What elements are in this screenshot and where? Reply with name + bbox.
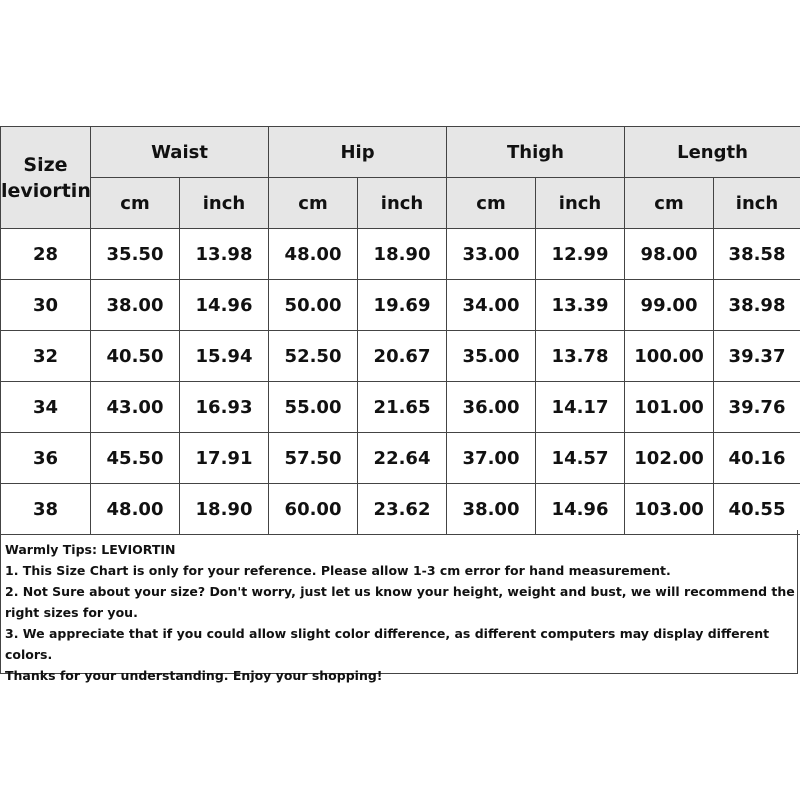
measurement-cell: 55.00 — [269, 382, 358, 433]
measurement-cell: 13.78 — [536, 331, 625, 382]
measurement-cell: 40.55 — [714, 484, 800, 535]
measurement-cell: 57.50 — [269, 433, 358, 484]
size-cell: 36 — [1, 433, 91, 484]
measurement-cell: 101.00 — [625, 382, 714, 433]
tips-title: Warmly Tips: LEVIORTIN — [5, 542, 176, 557]
unit-header: cm — [269, 178, 358, 229]
measurement-cell: 38.00 — [447, 484, 536, 535]
table-row — [1, 382, 800, 433]
unit-header: inch — [536, 178, 625, 229]
measurement-cell: 12.99 — [536, 229, 625, 280]
unit-header: cm — [625, 178, 714, 229]
measurement-cell: 33.00 — [447, 229, 536, 280]
measurement-cell: 99.00 — [625, 280, 714, 331]
measurement-cell: 21.65 — [358, 382, 447, 433]
measurement-cell: 22.64 — [358, 433, 447, 484]
measurement-cell: 13.39 — [536, 280, 625, 331]
unit-header: inch — [714, 178, 800, 229]
measurement-cell: 48.00 — [91, 484, 180, 535]
waist-header: Waist — [91, 127, 269, 178]
unit-header: inch — [358, 178, 447, 229]
measurement-cell: 38.00 — [91, 280, 180, 331]
measurement-cell: 36.00 — [447, 382, 536, 433]
measurement-cell: 17.91 — [180, 433, 269, 484]
size-cell: 38 — [1, 484, 91, 535]
measurement-cell: 35.50 — [91, 229, 180, 280]
group-header-row — [1, 127, 800, 178]
table-row — [1, 280, 800, 331]
measurement-cell: 102.00 — [625, 433, 714, 484]
measurement-cell: 40.50 — [91, 331, 180, 382]
measurement-cell: 98.00 — [625, 229, 714, 280]
size-chart-table — [0, 126, 800, 535]
measurement-cell: 23.62 — [358, 484, 447, 535]
table-body — [1, 229, 800, 535]
tips-panel — [0, 530, 798, 683]
hip-header: Hip — [269, 127, 447, 178]
measurement-cell: 100.00 — [625, 331, 714, 382]
measurement-cell: 52.50 — [269, 331, 358, 382]
measurement-cell: 39.37 — [714, 331, 800, 382]
table-row — [1, 331, 800, 382]
measurement-cell: 38.58 — [714, 229, 800, 280]
measurement-cell: 16.93 — [180, 382, 269, 433]
measurement-cell: 38.98 — [714, 280, 800, 331]
measurement-cell: 40.16 — [714, 433, 800, 484]
unit-header: cm — [447, 178, 536, 229]
measurement-cell: 45.50 — [91, 433, 180, 484]
size-header-line-2: leviortin — [1, 179, 91, 202]
measurement-cell: 14.96 — [536, 484, 625, 535]
size-header-line-1: Size — [23, 153, 68, 176]
tip-line: 1. This Size Chart is only for your reference. Please allow 1-3 cm error for hand measurement. — [5, 563, 671, 578]
measurement-cell: 48.00 — [269, 229, 358, 280]
measurement-cell: 15.94 — [180, 331, 269, 382]
length-header: Length — [625, 127, 800, 178]
size-cell: 28 — [1, 229, 91, 280]
measurement-cell: 14.96 — [180, 280, 269, 331]
size-cell: 34 — [1, 382, 91, 433]
measurement-cell: 39.76 — [714, 382, 800, 433]
tip-line: 2. Not Sure about your size? Don't worry, just let us know your height, weight and bust, we will recommend the right sizes for you. — [5, 584, 795, 620]
table-row — [1, 229, 800, 280]
measurement-cell: 34.00 — [447, 280, 536, 331]
table-row — [1, 484, 800, 535]
unit-header: inch — [180, 178, 269, 229]
measurement-cell: 20.67 — [358, 331, 447, 382]
measurement-cell: 60.00 — [269, 484, 358, 535]
size-cell: 30 — [1, 280, 91, 331]
unit-header-row — [1, 178, 800, 229]
measurement-cell: 50.00 — [269, 280, 358, 331]
size-cell: 32 — [1, 331, 91, 382]
measurement-cell: 19.69 — [358, 280, 447, 331]
unit-header: cm — [91, 178, 180, 229]
size-header-cell — [1, 127, 91, 229]
measurement-cell: 18.90 — [358, 229, 447, 280]
table-row — [1, 433, 800, 484]
measurement-cell: 103.00 — [625, 484, 714, 535]
measurement-cell: 18.90 — [180, 484, 269, 535]
measurement-cell: 14.57 — [536, 433, 625, 484]
thigh-header: Thigh — [447, 127, 625, 178]
tip-line: 3. We appreciate that if you could allow slight color difference, as different computers may display different colors. — [5, 626, 770, 662]
measurement-cell: 13.98 — [180, 229, 269, 280]
measurement-cell: 43.00 — [91, 382, 180, 433]
measurement-cell: 35.00 — [447, 331, 536, 382]
measurement-cell: 14.17 — [536, 382, 625, 433]
tip-line: Thanks for your understanding. Enjoy your shopping! — [5, 668, 383, 683]
measurement-cell: 37.00 — [447, 433, 536, 484]
